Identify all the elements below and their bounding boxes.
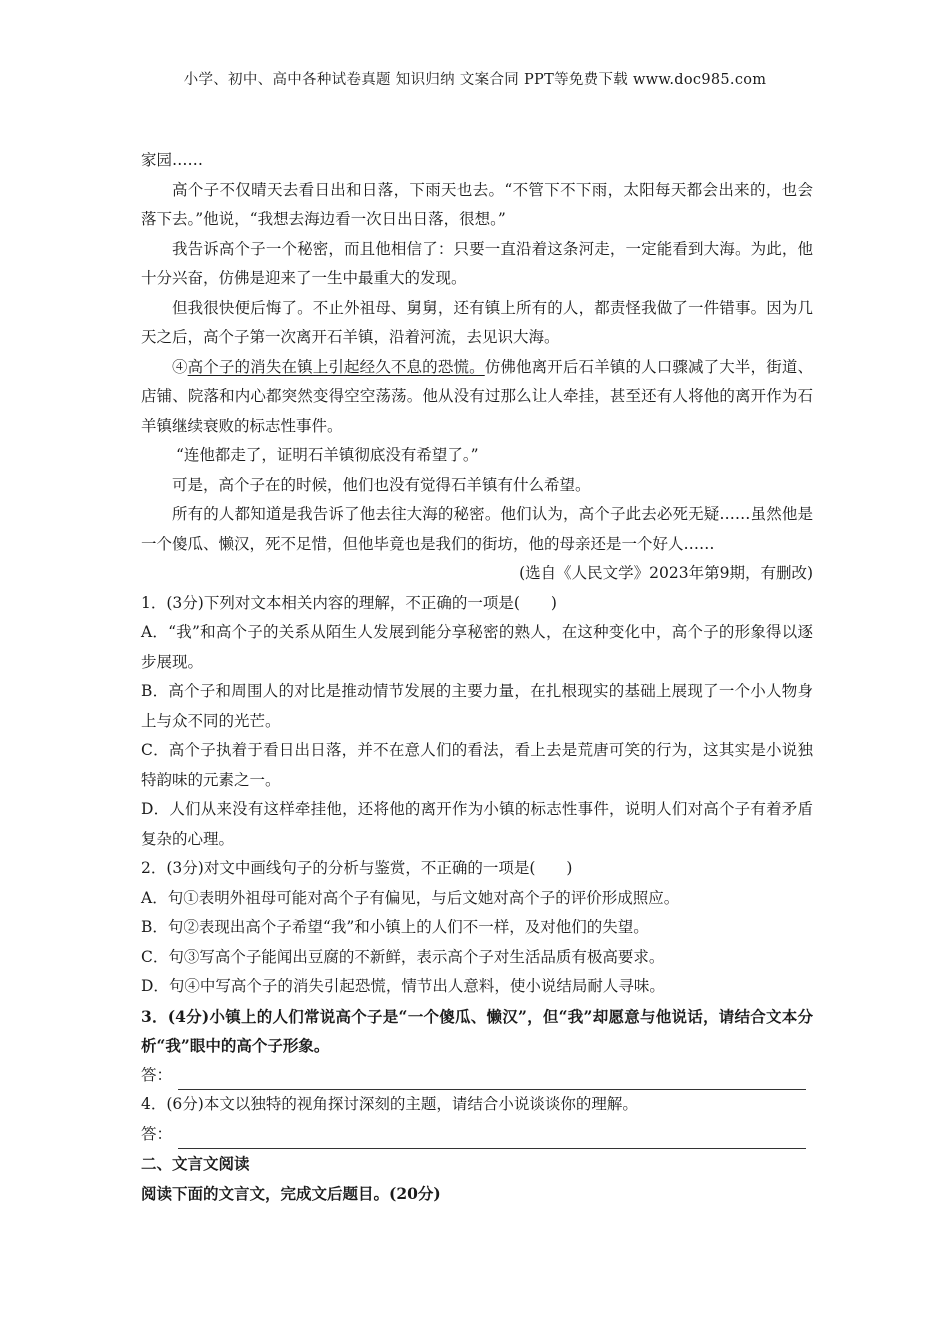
passage-source: (选自《人民文学》2023年第9期，有删改) — [519, 564, 813, 582]
passage-paragraph-1: 高个子不仅晴天去看日出和日落，下雨天也去。“不管下不下雨，太阳每天都会出来的，也会落下去。”他说，“我想去海边看一次日出日落，很想。” — [141, 180, 813, 228]
question-3 — [141, 1002, 813, 1091]
question-2-option-a: A．句①表明外祖母可能对高个子有偏见，与后文她对高个子的评价形成照应。 — [141, 888, 680, 907]
question-2-option-b: B．句②表现出高个子希望“我”和小镇上的人们不一样，及对他们的失望。 — [141, 918, 649, 936]
document-body — [141, 146, 813, 1208]
question-1-option-a: A．“我”和高个子的关系从陌生人发展到能分享秘密的熟人，在这种变化中，高个子的形象得以逐步展现。 — [141, 623, 813, 671]
question-2-stem: 2．(3分)对文中画线句子的分析与鉴赏，不正确的一项是( ) — [141, 859, 573, 877]
section-2-title: 二、文言文阅读 — [141, 1154, 250, 1173]
page-header: 小学、初中、高中各种试卷真题 知识归纳 文案合同 PPT等免费下载 www.doc985.com — [183, 72, 767, 88]
question-4-stem: 4．(6分)本文以独特的视角探讨深刻的主题，请结合小说谈谈你的理解。 — [141, 1095, 638, 1113]
question-2-option-c: C．句③写高个子能闻出豆腐的不新鲜，表示高个子对生活品质有极高要求。 — [141, 947, 665, 966]
question-1 — [141, 589, 813, 855]
sentence-marker: ④ — [172, 357, 188, 376]
paragraph-4-rest: 仿佛他离开后石羊镇的人口骤减了大半，街道、店铺、院落和内心都突然变得空空荡荡。他从没有过那么让人牵挂，甚至还有人将他的离开作为石羊镇继续衰败的标志性事件。 — [141, 357, 813, 435]
question-1-stem: 1．(3分)下列对文本相关内容的理解，不正确的一项是( ) — [141, 593, 557, 612]
question-3-stem: 3．(4分)小镇上的人们常说高个子是“一个傻瓜、懒汉”，但“我”却愿意与他说话，请结合文本分析“我”眼中的高个子形象。 — [141, 1006, 813, 1055]
question-4-answer-line[interactable] — [141, 1120, 813, 1150]
passage-paragraph-2: 我告诉高个子一个秘密，而且他相信了：只要一直沿着这条河走，一定能看到大海。为此，他十分兴奋，仿佛是迎来了一生中最重大的发现。 — [141, 239, 813, 287]
answer-label: 答： — [141, 1065, 173, 1084]
section-2-instruction: 阅读下面的文言文，完成文后题目。(20分) — [141, 1183, 441, 1203]
underlined-sentence-4: 高个子的消失在镇上引起经久不息的恐慌。 — [187, 357, 485, 376]
passage-paragraph-3: 但我很快便后悔了。不止外祖母、舅舅，还有镇上所有的人，都责怪我做了一件错事。因为几天之后，高个子第一次离开石羊镇，沿着河流，去见识大海。 — [141, 298, 813, 346]
passage-paragraph-7: 所有的人都知道是我告诉了他去往大海的秘密。他们认为，高个子此去必死无疑……虽然他是一个傻瓜、懒汉，死不足惜，但他毕竟也是我们的街坊，他的母亲还是一个好人…… — [141, 505, 813, 553]
question-2 — [141, 854, 813, 1002]
answer-blank[interactable] — [178, 1067, 806, 1090]
question-2-option-d: D．句④中写高个子的消失引起恐慌，情节出人意料，使小说结局耐人寻味。 — [141, 977, 665, 995]
passage-paragraph-5: “连他都走了，证明石羊镇彻底没有希望了。” — [176, 446, 479, 464]
question-1-option-b: B．高个子和周围人的对比是推动情节发展的主要力量，在扎根现实的基础上展现了一个小人物身上与众不同的光芒。 — [141, 682, 813, 730]
question-4 — [141, 1090, 813, 1149]
answer-label: 答： — [141, 1124, 173, 1143]
question-3-answer-line[interactable] — [141, 1061, 813, 1091]
passage-paragraph-4 — [141, 353, 813, 442]
answer-blank[interactable] — [178, 1126, 806, 1149]
question-1-option-d: D．人们从来没有这样牵挂他，还将他的离开作为小镇的标志性事件，说明人们对高个子有着矛盾复杂的心理。 — [141, 800, 813, 848]
passage-paragraph-6: 可是，高个子在的时候，他们也没有觉得石羊镇有什么希望。 — [172, 475, 591, 494]
passage-paragraph-0: 家园…… — [141, 151, 204, 169]
question-1-option-c: C．高个子执着于看日出日落，并不在意人们的看法，看上去是荒唐可笑的行为，这其实是小说独特韵味的元素之一。 — [141, 741, 813, 789]
